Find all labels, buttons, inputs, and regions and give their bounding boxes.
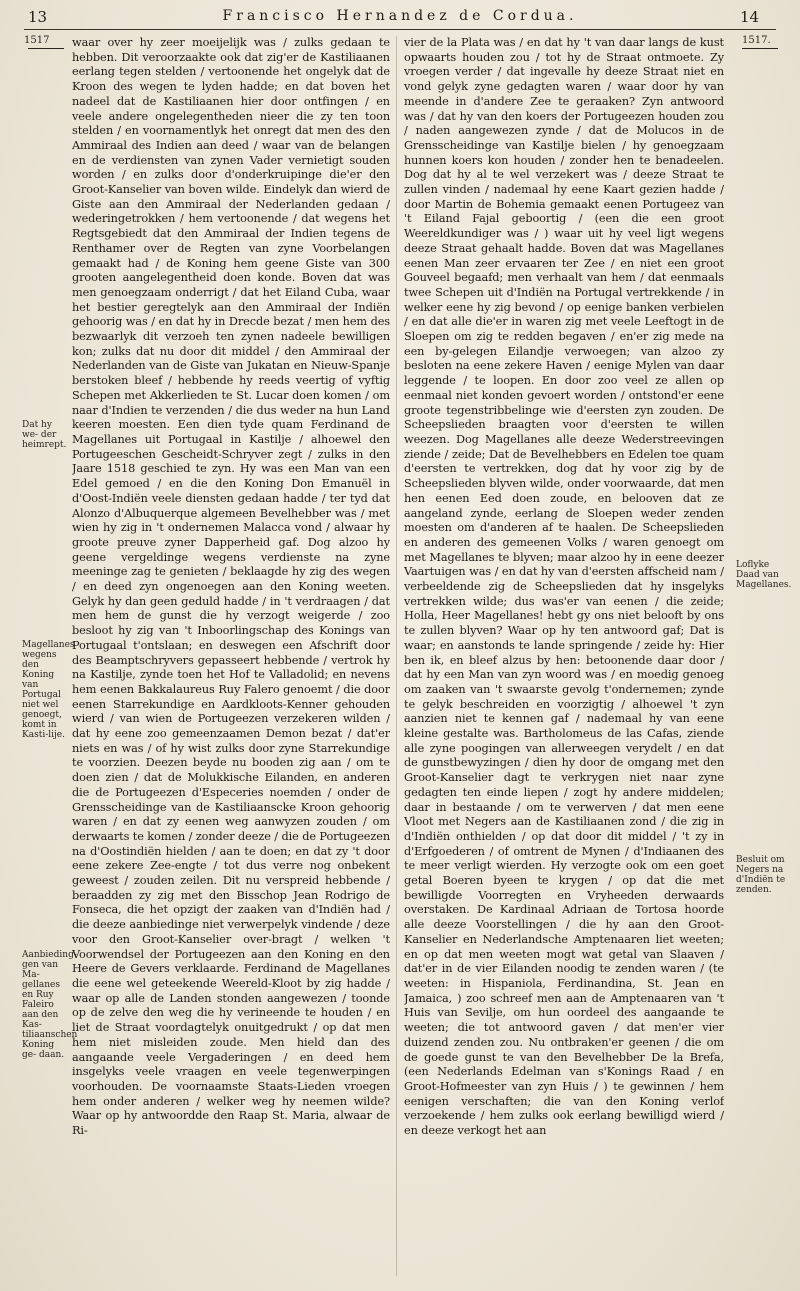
margin-dash-left <box>28 48 64 49</box>
margin-year-left: 1517 <box>24 35 50 46</box>
running-title: Francisco Hernandez de Cordua. <box>222 8 578 24</box>
header-rule <box>24 29 776 30</box>
margin-dash-right <box>742 48 778 49</box>
page-number-right: 14 <box>740 8 760 26</box>
text-column-right <box>404 36 724 1281</box>
margin-year-right: 1517. <box>742 35 771 46</box>
running-head <box>0 6 800 28</box>
page-number-left: 13 <box>28 8 48 26</box>
body-text-left: waar over hy zeer moeijelijk was / zulks gedaan te hebben. Dit veroorzaakte ook dat zig'er de Kastiliaanen eerlang tegen stelden / vertoonende het ongelyk dat de Kroon des wegen te lyden hadde; en dat boven het nadeel dat de Kastiliaanen hier door ontfingen / en veele andere ongelegentheden nieer die zy ten toon stelden / en voornamentlyk het onregt dat men des den Ammiraal des Indien aan deed / waar van de belangen en de verdiensten van zynen Vader vernietigt souden worden / en zulks door d'onderkruipinge die'er den Groot-Kanselier van boven wilde. Eindelyk dan wierd de Giste aan den Ammiraal der Nederlanden gedaan / wederingetrokken / hem vertoonende / dat wegens het Regtsgebiedt dat den Ammiraal der Indien tegens de Renthamer over de Regten van zyne Voorbelangen gemaakt had / de Koning hem geene Giste van 300 grooten aangelegentheid doen konde. Boven dat was men genoegzaam onderrigt / dat het Eiland Cuba, waar het bestier geregtelyk aan den Ammiraal der Indiën gehoorig was / en dat hy in Drecde bezat / men hem des bezwaarlyk dit verzoeh ten zynen nadeele bewilligen kon; zulks dat nu door dit middel / den Ammiraal der Nederlanden van de Giste van Jukatan en Nieuw-Spanje berstoken bleef / hebbende hy reeds veertig of vyftig Schepen met Akkerlieden te St. Lucar doen komen / om naar d'Indien te verzenden / die dus weder na hun Land keeren moesten. Een dien tyde quam Ferdinand de Magellanes uit Portugaal in Kastilje / alhoewel den Portugeeschen Gescheidt-Schryver zegt / zulks in den Jaare 1518 geschied te zyn. Hy was een Man van een Edel gemoed / en die den Koning Don Emanuël in d'Oost-Indiën veele diensten gedaan hadde / ter tyd dat Alonzo d'Albuquerque algemeen Bevelhebber was / met wien hy zig in 't ondernemen Malacca vond / alwaar hy groote preuve zyner Dapperheid gaf. Dog alzoo hy geene vergeldinge wegens verdienste na zyne meeninge zag te genieten / beklaagde hy zig des wegen / en deed zyn ongenoegen aan den Koning weeten. Gelyk hy dan geen geduld hadde / in 't verdraagen / dat men hem de gunst die hy verzogt weigerde / zoo besloot hy zig van 't Inboorlingschap des Konings van Portugaal t'ontslaan; en deswegen een Afschrift door des Beamptschryvers gepasseert hebbende / vertrok hy na Kastilje, zynde toen het Hof te Valladolid; en nevens hem eenen Bakkalaureus Ruy Falero genoemt / die door eenen Starrekundige en Aardkloots-Kenner gehouden wierd / van wien de Portugeezen verzekeren wilden / dat hy eene zoo gemeenzaamen Demon bezat / dat'er niets en was / of hy wist zulks door zyne Starrekundige te voorzien. Deezen beyde nu booden zig aan / om te doen zien / dat de Molukkische Eilanden, en anderen die de Portugeezen d'Especeries noemden / onder de Grensscheidinge van de Kastiliaanscke Kroon gehoorig waren / en dat zy eenen weg aanwyzen zouden / om derwaarts te komen / zonder deeze / die de Portugeezen na d'Oostindiën hielden / aan te doen; en dat zy 't door eene zekere Zee-engte / tot dus verre nog onbekent geweest / zouden zeilen. Dit nu verspreid hebbende / beraadden zy zig met den Bisschop Jean Rodrigo de Fonseca, die het opzigt der zaaken van d'Indiën had / die deeze aanbiedinge niet verwerpelyk vindende / deze voor den Groot-Kanselier over-bragt / welken 't Voorwendsel der Portugeezen aan den Koning en den Heere de Gevers verklaarde. Ferdinand de Magellanes die eene wel geteekende Weereld-Kloot by zig hadde / waar op alle de Landen stonden aangewezen / toonde op de zelve den weg die hy verineende te houden / en liet de Straat voordagtelyk onuitgedrukt / op dat men hem niet misleiden zoude. Men hield dan des aangaande veele Vergaderingen / en deed hem insgelyks veele vraagen en veele tegenwerpingen voorhouden. De voornaamste Staats-Lieden vroegen hem onder anderen / welker weg hy neemen wilde? Waar op hy antwoordde den Raap St. Maria, alwaar de Ri- <box>72 36 390 1138</box>
text-column-left <box>72 36 390 1281</box>
margin-note-right-2: Besluit om Negers na d'Indiën te zenden. <box>736 855 786 895</box>
margin-note-left-1: Dat hy we- der heimrept. <box>22 420 67 450</box>
column-gutter <box>396 36 397 1276</box>
margin-note-right-1: Loflyke Daad van Magellanes. <box>736 560 792 590</box>
margin-note-left-2: Magellanes wegens den Koning van Portugal niet wel genoegt, komt in Kasti-lije. <box>22 640 75 740</box>
margin-note-left-3: Aanbieding- gen van Ma- gellanes en Ruy Faleiro aan den Kas- tiliaanschen Koning ge- daan. <box>22 950 78 1060</box>
body-text-right: vier de la Plata was / en dat hy 't van daar langs de kust opwaarts houden zou / tot hy de Straat ontmoete. Zy vroegen verder / dat ingevalle hy deeze Straat niet en vond gelyk zyne gedagten waren / waar door hy van meende in d'andere Zee te geraaken? Zyn antwoord was / dat hy van den koers der Portugeezen houden zou / naden aangewezen zynde / dat de Molucos in de Grensscheidinge van Kastilje bielen / hy genoegzaam hunnen koers kon houden / zonder hen te benadeelen. Dog dat hy al te wel verzekert was / deeze Straat te zullen vinden / nademaal hy eene Kaart gezien hadde / door Martin de Bohemia gemaakt eenen Portugeez van 't Eiland Fajal geboortig / (een die een groot Weereldkundiger was / ) waar uit hy veel ligt wegens deeze Straat gehaalt hadde. Boven dat was Magellanes eenen Man zeer ervaaren ter Zee / en niet een groot Gouveel begaafd; men verhaalt van hem / dat eenmaals twee Schepen uit d'Indiën na Portugal vertrekkende / in welker eene hy zig bevond / op eenige banken verbielen / en dat alle die'er in waren zig met veele Leeftogt in de Sloepen om zig te redden begaven / en'er zig mede na een by-gelegen Eilandje verwoegen; van alzoo zy besloten na eene zekere Haven / eenige Mylen van daar leggende / te loopen. En door zoo veel ze allen op eenmaal niet konden gevoert worden / ontstond'er eene groote tegenstribbelinge wie d'eersten zyn zouden. De Scheepslieden braagten voor d'eersten te willen weezen. Dog Magellanes alle deeze Wederstreevingen ziende / zeide; Dat de Bevelhebbers en Edelen toe quam d'eersten te vertrekken, dog dat hy voor zig by de Scheepslieden blyven wilde, onder voorwaarde, dat men hen eenen Eed doen zoude, en belooven dat ze aangeland zynde, eerlang de Sloepen weder zenden moesten om d'anderen af te haalen. De Scheepslieden en anderen des gemeenen Volks / waren genoegt om met Magellanes te blyven; maar alzoo hy in eene deezer Vaartuigen was / en dat hy van d'eersten affscheid nam / verbeeldende zig de Scheepslieden dat hy insgelyks vertrekken wilde; dus was'er van eenen / die zeide; Holla, Heer Magellanes! hebt gy ons niet belooft by ons te zullen blyven? Waar op hy ten antwoord gaf; Dat is waar; en aanstonds te lande springende / zeide hy: Hier ben ik, en bleef alzus by hen: betoonende daar door / dat hy een Man van zyn woord was / en moedig genoeg om zaaken van 't swaarste gevolg t'ondernemen; zynde te gelyk beschreiden en voorzigtig / alhoewel 't zyn aanzien niet te kennen gaf / nademaal hy van eene kleine gestalte was. Bartholomeus de las Cafas, ziende alle zyne poogingen van allerweegen verydelt / en dat de gunstbewyzingen / dien hy door de omgang met den Groot-Kanselier dagt te verkrygen niet naar zyne gedagten ten einde liepen / zogt hy andere middelen; daar in bestaande / om te verwerven / dat men eene Vloot met Negers aan de Kastiliaanen zond / die zig in d'Indiën onthielden / op dat door dit middel / 't zy in d'Erfgoederen / of omtrent de Mynen / d'Indiaanen des te meer verligt wierden. Hy verzogte ook om een goet getal Boeren byeen te krygen / op dat die met bewilligde Voorregten en Vryheeden derwaards overstaken. De Kardinaal Adriaan de Tortosa hoorde alle deeze Voorstellingen / die hy aan den Groot-Kanselier en Nederlandsche Amptenaaren liet weeten; en op dat men weeten mogt wat getal van Slaaven / dat'er in de vier Eilanden noodig te zenden waren / (te weeten: in Hispaniola, Ferdinandina, St. Jean en Jamaica, ) zoo schreef men aan de Amptenaaren van 't Huis van Sevilje, om hun oordeel des aangaande te weeten; die tot antwoord gaven / dat men'er vier duizend zenden zou. Nu ontbraken'er geenen / die om de goede gunst te van den Bevelhebber De la Brefa, (een Nederlands Edelman van s'Konings Raad / en Groot-Hofmeester van zyn Huis / ) te gewinnen / hem eenigen verschaften; die van den Koning verlof verzoekende / hem zulks ook eerlang bewilligd wierd / en deeze verkogt het aan <box>404 36 724 1138</box>
